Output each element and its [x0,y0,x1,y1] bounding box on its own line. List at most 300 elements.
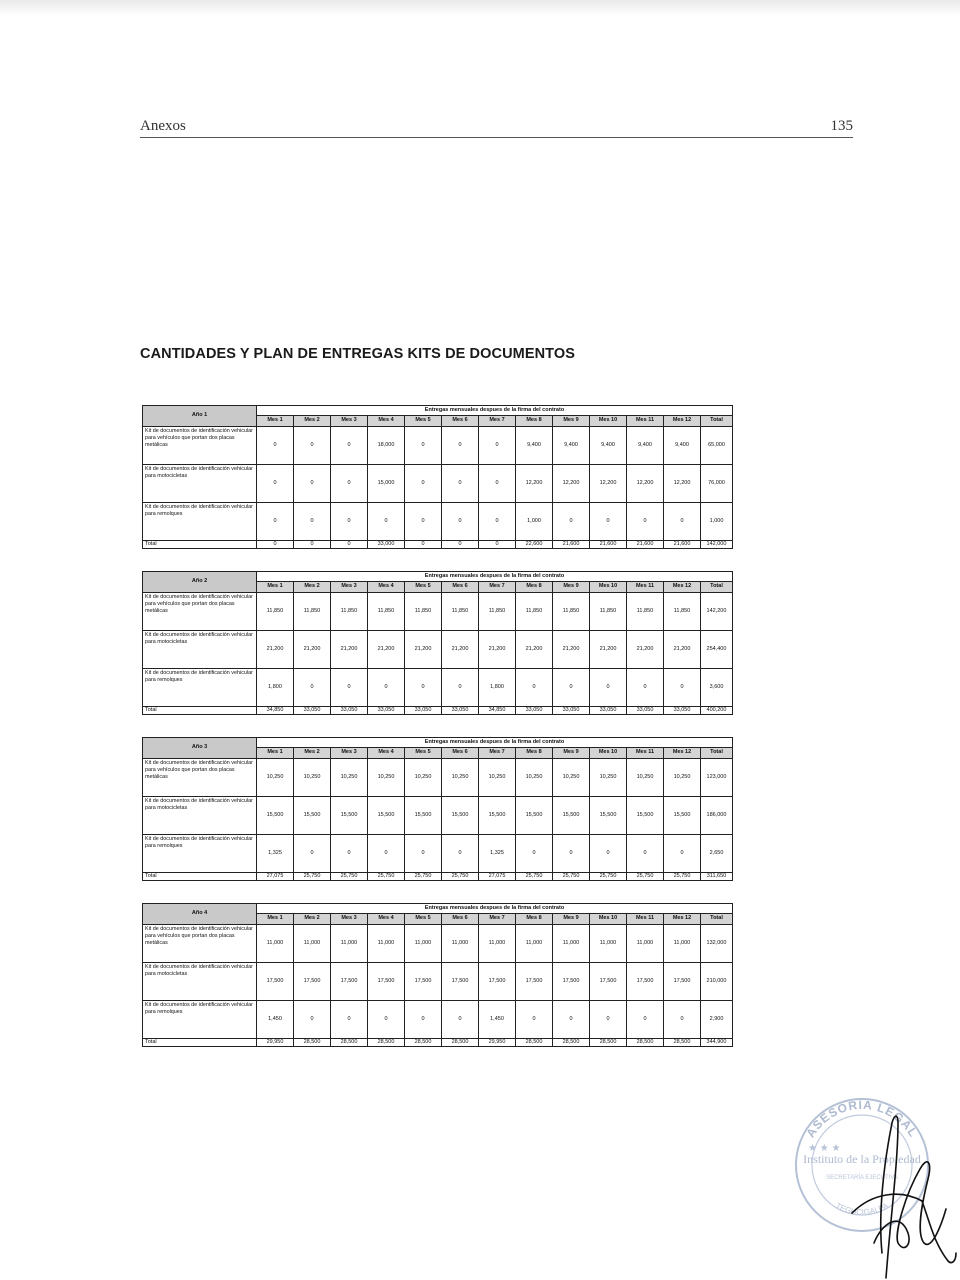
month-header: Mes 5 [405,914,442,925]
page-title: CANTIDADES Y PLAN DE ENTREGAS KITS DE DOCUMENTOS [140,346,576,362]
total-cell: 25,750 [627,873,664,881]
row-total: 2,900 [701,1001,733,1039]
cell-value: 0 [294,1001,331,1039]
row-label: Kit de documentos de identificación vehicular para remolques [143,1001,257,1039]
cell-value: 10,250 [405,759,442,797]
table-row [143,925,733,963]
span-header: Entregas mensuales despues de la firma del contrato [257,738,733,748]
cell-value: 0 [442,465,479,503]
total-cell: 0 [479,541,516,549]
month-header: Mes 10 [590,914,627,925]
cell-value: 11,850 [627,593,664,631]
grand-total: 344,900 [701,1039,733,1047]
cell-value: 0 [294,503,331,541]
month-header: Mes 5 [405,582,442,593]
cell-value: 11,850 [294,593,331,631]
delivery-table-year-3 [142,737,733,881]
cell-value: 1,000 [516,503,553,541]
cell-value: 15,500 [627,797,664,835]
cell-value: 11,850 [405,593,442,631]
cell-value: 0 [627,835,664,873]
total-cell: 21,600 [664,541,701,549]
total-cell: 27,075 [479,873,516,881]
table-row [143,963,733,1001]
month-header: Mes 1 [257,914,294,925]
cell-value: 0 [257,427,294,465]
cell-value: 1,450 [257,1001,294,1039]
cell-value: 15,500 [331,797,368,835]
cell-value: 17,500 [442,963,479,1001]
span-header: Entregas mensuales despues de la firma del contrato [257,904,733,914]
cell-value: 15,500 [590,797,627,835]
cell-value: 17,500 [257,963,294,1001]
month-header: Mes 10 [590,748,627,759]
row-label: Kit de documentos de identificación vehicular para vehículos que portan dos placas metálicas [143,759,257,797]
cell-value: 0 [368,835,405,873]
delivery-tables [142,405,732,1069]
total-cell: 34,850 [479,707,516,715]
row-label: Kit de documentos de identificación vehicular para remolques [143,503,257,541]
cell-value: 12,200 [553,465,590,503]
cell-value: 9,400 [516,427,553,465]
month-header: Mes 11 [627,914,664,925]
cell-value: 0 [405,503,442,541]
cell-value: 11,000 [405,925,442,963]
span-header: Entregas mensuales despues de la firma del contrato [257,572,733,582]
cell-value: 0 [368,503,405,541]
cell-value: 15,500 [664,797,701,835]
row-total: 76,000 [701,465,733,503]
row-total: 132,000 [701,925,733,963]
cell-value: 10,250 [627,759,664,797]
cell-value: 21,200 [553,631,590,669]
month-header: Mes 7 [479,748,516,759]
cell-value: 10,250 [331,759,368,797]
cell-value: 17,500 [405,963,442,1001]
cell-value: 0 [442,503,479,541]
cell-value: 0 [405,669,442,707]
month-header: Mes 11 [627,748,664,759]
totals-row [143,1039,733,1047]
month-header: Mes 10 [590,582,627,593]
cell-value: 11,850 [553,593,590,631]
cell-value: 17,500 [479,963,516,1001]
cell-value: 0 [627,503,664,541]
total-cell: 25,750 [516,873,553,881]
total-cell: 33,050 [294,707,331,715]
month-header: Mes 12 [664,416,701,427]
month-header: Mes 3 [331,914,368,925]
table-row [143,797,733,835]
cell-value: 0 [405,835,442,873]
month-header: Mes 2 [294,914,331,925]
cell-value: 0 [479,427,516,465]
total-cell: 33,050 [664,707,701,715]
total-cell: 33,050 [405,707,442,715]
cell-value: 9,400 [553,427,590,465]
cell-value: 11,000 [257,925,294,963]
cell-value: 21,200 [516,631,553,669]
grand-total: 400,200 [701,707,733,715]
total-cell: 25,750 [368,873,405,881]
total-cell: 25,750 [442,873,479,881]
cell-value: 0 [442,427,479,465]
month-header: Mes 5 [405,416,442,427]
cell-value: 0 [294,669,331,707]
cell-value: 0 [331,427,368,465]
cell-value: 9,400 [590,427,627,465]
total-cell: 28,500 [368,1039,405,1047]
cell-value: 0 [516,835,553,873]
total-cell: 33,050 [553,707,590,715]
cell-value: 21,200 [479,631,516,669]
total-cell: 0 [257,541,294,549]
cell-value: 17,500 [368,963,405,1001]
cell-value: 0 [664,503,701,541]
table-row [143,669,733,707]
totals-row [143,707,733,715]
cell-value: 15,500 [368,797,405,835]
row-label: Kit de documentos de identificación vehicular para remolques [143,835,257,873]
scan-edge [0,0,960,14]
month-header: Mes 6 [442,582,479,593]
cell-value: 21,200 [294,631,331,669]
cell-value: 0 [479,465,516,503]
cell-value: 0 [331,669,368,707]
cell-value: 10,250 [294,759,331,797]
cell-value: 0 [553,1001,590,1039]
month-header: Mes 5 [405,748,442,759]
cell-value: 11,000 [479,925,516,963]
month-header: Mes 3 [331,582,368,593]
cell-value: 11,000 [553,925,590,963]
cell-value: 11,000 [368,925,405,963]
month-header: Mes 9 [553,748,590,759]
month-header: Mes 1 [257,582,294,593]
cell-value: 15,500 [294,797,331,835]
month-header: Mes 12 [664,748,701,759]
cell-value: 11,850 [590,593,627,631]
total-header: Total [701,748,733,759]
seal-text-mid: Instituto de la Propiedad [803,1152,921,1166]
cell-value: 18,000 [368,427,405,465]
month-header: Mes 7 [479,914,516,925]
row-label: Kit de documentos de identificación vehicular para vehículos que portan dos placas metálicas [143,925,257,963]
cell-value: 10,250 [590,759,627,797]
total-cell: 21,600 [553,541,590,549]
cell-value: 0 [331,503,368,541]
total-cell: 33,050 [368,707,405,715]
cell-value: 17,500 [553,963,590,1001]
month-header: Mes 1 [257,748,294,759]
cell-value: 11,850 [664,593,701,631]
total-cell: 28,500 [294,1039,331,1047]
month-header: Mes 9 [553,914,590,925]
cell-value: 0 [294,427,331,465]
cell-value: 0 [627,669,664,707]
cell-value: 11,850 [442,593,479,631]
month-header: Mes 12 [664,582,701,593]
span-header: Entregas mensuales despues de la firma del contrato [257,406,733,416]
month-header: Mes 4 [368,914,405,925]
month-header: Mes 2 [294,748,331,759]
cell-value: 9,400 [664,427,701,465]
total-cell: 0 [331,541,368,549]
handwritten-signature [852,1116,956,1278]
svg-text:ASESORÍA LEGAL [803,1097,920,1140]
total-cell: 25,750 [553,873,590,881]
cell-value: 11,000 [664,925,701,963]
cell-value: 12,200 [664,465,701,503]
cell-value: 10,250 [442,759,479,797]
cell-value: 17,500 [294,963,331,1001]
total-cell: 25,750 [664,873,701,881]
table-row [143,593,733,631]
month-header: Mes 8 [516,416,553,427]
svg-text:★ ★ ★: ★ ★ ★ [808,1143,841,1154]
total-cell: 33,050 [331,707,368,715]
table-row [143,631,733,669]
running-header [140,118,853,138]
table-row [143,465,733,503]
cell-value: 10,250 [516,759,553,797]
cell-value: 0 [331,465,368,503]
cell-value: 0 [590,503,627,541]
cell-value: 21,200 [627,631,664,669]
seal-text-top: ASESORÍA LEGAL [803,1097,921,1140]
cell-value: 0 [368,1001,405,1039]
page-number: 135 [830,118,853,134]
cell-value: 0 [368,669,405,707]
cell-value: 21,200 [405,631,442,669]
cell-value: 0 [553,835,590,873]
row-label: Kit de documentos de identificación vehicular para motocicletas [143,963,257,1001]
cell-value: 21,200 [331,631,368,669]
totals-row [143,541,733,549]
total-cell: 25,750 [331,873,368,881]
total-cell: 28,500 [553,1039,590,1047]
total-cell: 25,750 [294,873,331,881]
cell-value: 12,200 [590,465,627,503]
cell-value: 11,850 [257,593,294,631]
total-cell: 33,050 [627,707,664,715]
row-label: Kit de documentos de identificación vehicular para vehículos que portan dos placas metálicas [143,593,257,631]
cell-value: 21,200 [664,631,701,669]
row-label: Kit de documentos de identificación vehicular para motocicletas [143,465,257,503]
month-header: Mes 8 [516,748,553,759]
cell-value: 15,000 [368,465,405,503]
month-header: Mes 7 [479,582,516,593]
total-cell: 0 [294,541,331,549]
cell-value: 12,200 [627,465,664,503]
cell-value: 0 [516,669,553,707]
cell-value: 1,325 [257,835,294,873]
cell-value: 15,500 [553,797,590,835]
total-cell: 33,050 [516,707,553,715]
row-total: 65,000 [701,427,733,465]
seal-text-small: SECRETARÍA EJECUTIVA [826,1175,898,1181]
cell-value: 1,800 [479,669,516,707]
cell-value: 10,250 [553,759,590,797]
month-header: Mes 11 [627,416,664,427]
seal-and-signature [782,1093,960,1280]
cell-value: 0 [405,427,442,465]
month-header: Mes 8 [516,582,553,593]
cell-value: 12,200 [516,465,553,503]
month-header: Mes 11 [627,582,664,593]
total-row-label: Total [143,1039,257,1047]
total-cell: 25,750 [405,873,442,881]
delivery-table-year-1 [142,405,733,549]
cell-value: 11,000 [294,925,331,963]
row-label: Kit de documentos de identificación vehicular para vehículos que portan dos placas metálicas [143,427,257,465]
cell-value: 11,850 [516,593,553,631]
cell-value: 15,500 [405,797,442,835]
cell-value: 10,250 [479,759,516,797]
cell-value: 1,325 [479,835,516,873]
total-cell: 29,950 [257,1039,294,1047]
cell-value: 0 [257,465,294,503]
total-cell: 22,600 [516,541,553,549]
cell-value: 11,850 [479,593,516,631]
cell-value: 0 [553,503,590,541]
cell-value: 1,800 [257,669,294,707]
seal-text-bottom: TEGUCIGALPA [834,1201,890,1217]
year-header: Año 1 [143,406,257,427]
cell-value: 0 [294,835,331,873]
cell-value: 21,200 [442,631,479,669]
total-cell: 29,950 [479,1039,516,1047]
cell-value: 0 [257,503,294,541]
cell-value: 0 [516,1001,553,1039]
total-cell: 0 [442,541,479,549]
total-cell: 28,500 [590,1039,627,1047]
total-cell: 28,500 [664,1039,701,1047]
totals-row [143,873,733,881]
row-total: 2,650 [701,835,733,873]
cell-value: 17,500 [664,963,701,1001]
month-header: Mes 3 [331,416,368,427]
cell-value: 11,850 [331,593,368,631]
total-cell: 34,850 [257,707,294,715]
month-header: Mes 1 [257,416,294,427]
cell-value: 0 [590,1001,627,1039]
cell-value: 11,000 [516,925,553,963]
cell-value: 10,250 [664,759,701,797]
cell-value: 0 [479,503,516,541]
cell-value: 0 [405,1001,442,1039]
cell-value: 17,500 [516,963,553,1001]
month-header: Mes 6 [442,914,479,925]
total-header: Total [701,914,733,925]
cell-value: 10,250 [368,759,405,797]
cell-value: 15,500 [479,797,516,835]
month-header: Mes 6 [442,748,479,759]
row-total: 1,000 [701,503,733,541]
delivery-table-year-2 [142,571,733,715]
total-cell: 0 [405,541,442,549]
cell-value: 0 [405,465,442,503]
cell-value: 0 [664,835,701,873]
table-row [143,1001,733,1039]
cell-value: 15,500 [516,797,553,835]
month-header: Mes 4 [368,748,405,759]
month-header: Mes 2 [294,416,331,427]
month-header: Mes 9 [553,416,590,427]
total-cell: 21,600 [627,541,664,549]
total-row-label: Total [143,873,257,881]
row-total: 254,400 [701,631,733,669]
total-cell: 25,750 [590,873,627,881]
cell-value: 21,200 [257,631,294,669]
year-header: Año 4 [143,904,257,925]
month-header: Mes 9 [553,582,590,593]
cell-value: 11,000 [442,925,479,963]
row-total: 210,000 [701,963,733,1001]
cell-value: 15,500 [257,797,294,835]
institutional-seal [796,1097,928,1231]
cell-value: 0 [442,669,479,707]
cell-value: 0 [331,1001,368,1039]
table-row [143,427,733,465]
year-header: Año 3 [143,738,257,759]
total-cell: 28,500 [627,1039,664,1047]
total-cell: 27,075 [257,873,294,881]
cell-value: 0 [331,835,368,873]
total-cell: 33,050 [442,707,479,715]
total-cell: 21,600 [590,541,627,549]
section-name: Anexos [140,118,186,134]
month-header: Mes 12 [664,914,701,925]
cell-value: 0 [664,669,701,707]
total-row-label: Total [143,541,257,549]
total-row-label: Total [143,707,257,715]
cell-value: 0 [590,835,627,873]
total-cell: 28,500 [331,1039,368,1047]
table-row [143,759,733,797]
total-cell: 28,500 [516,1039,553,1047]
total-cell: 28,500 [405,1039,442,1047]
cell-value: 0 [442,1001,479,1039]
table-row [143,503,733,541]
month-header: Mes 4 [368,416,405,427]
cell-value: 0 [627,1001,664,1039]
month-header: Mes 4 [368,582,405,593]
cell-value: 0 [553,669,590,707]
cell-value: 21,200 [368,631,405,669]
cell-value: 11,000 [590,925,627,963]
row-total: 186,000 [701,797,733,835]
cell-value: 1,450 [479,1001,516,1039]
grand-total: 142,000 [701,541,733,549]
row-label: Kit de documentos de identificación vehicular para motocicletas [143,797,257,835]
cell-value: 0 [664,1001,701,1039]
month-header: Mes 6 [442,416,479,427]
cell-value: 11,000 [331,925,368,963]
month-header: Mes 8 [516,914,553,925]
cell-value: 0 [442,835,479,873]
month-header: Mes 7 [479,416,516,427]
cell-value: 9,400 [627,427,664,465]
month-header: Mes 2 [294,582,331,593]
total-cell: 28,500 [442,1039,479,1047]
grand-total: 311,650 [701,873,733,881]
cell-value: 15,500 [442,797,479,835]
delivery-table-year-4 [142,903,733,1047]
cell-value: 11,850 [368,593,405,631]
row-label: Kit de documentos de identificación vehicular para remolques [143,669,257,707]
table-row [143,835,733,873]
